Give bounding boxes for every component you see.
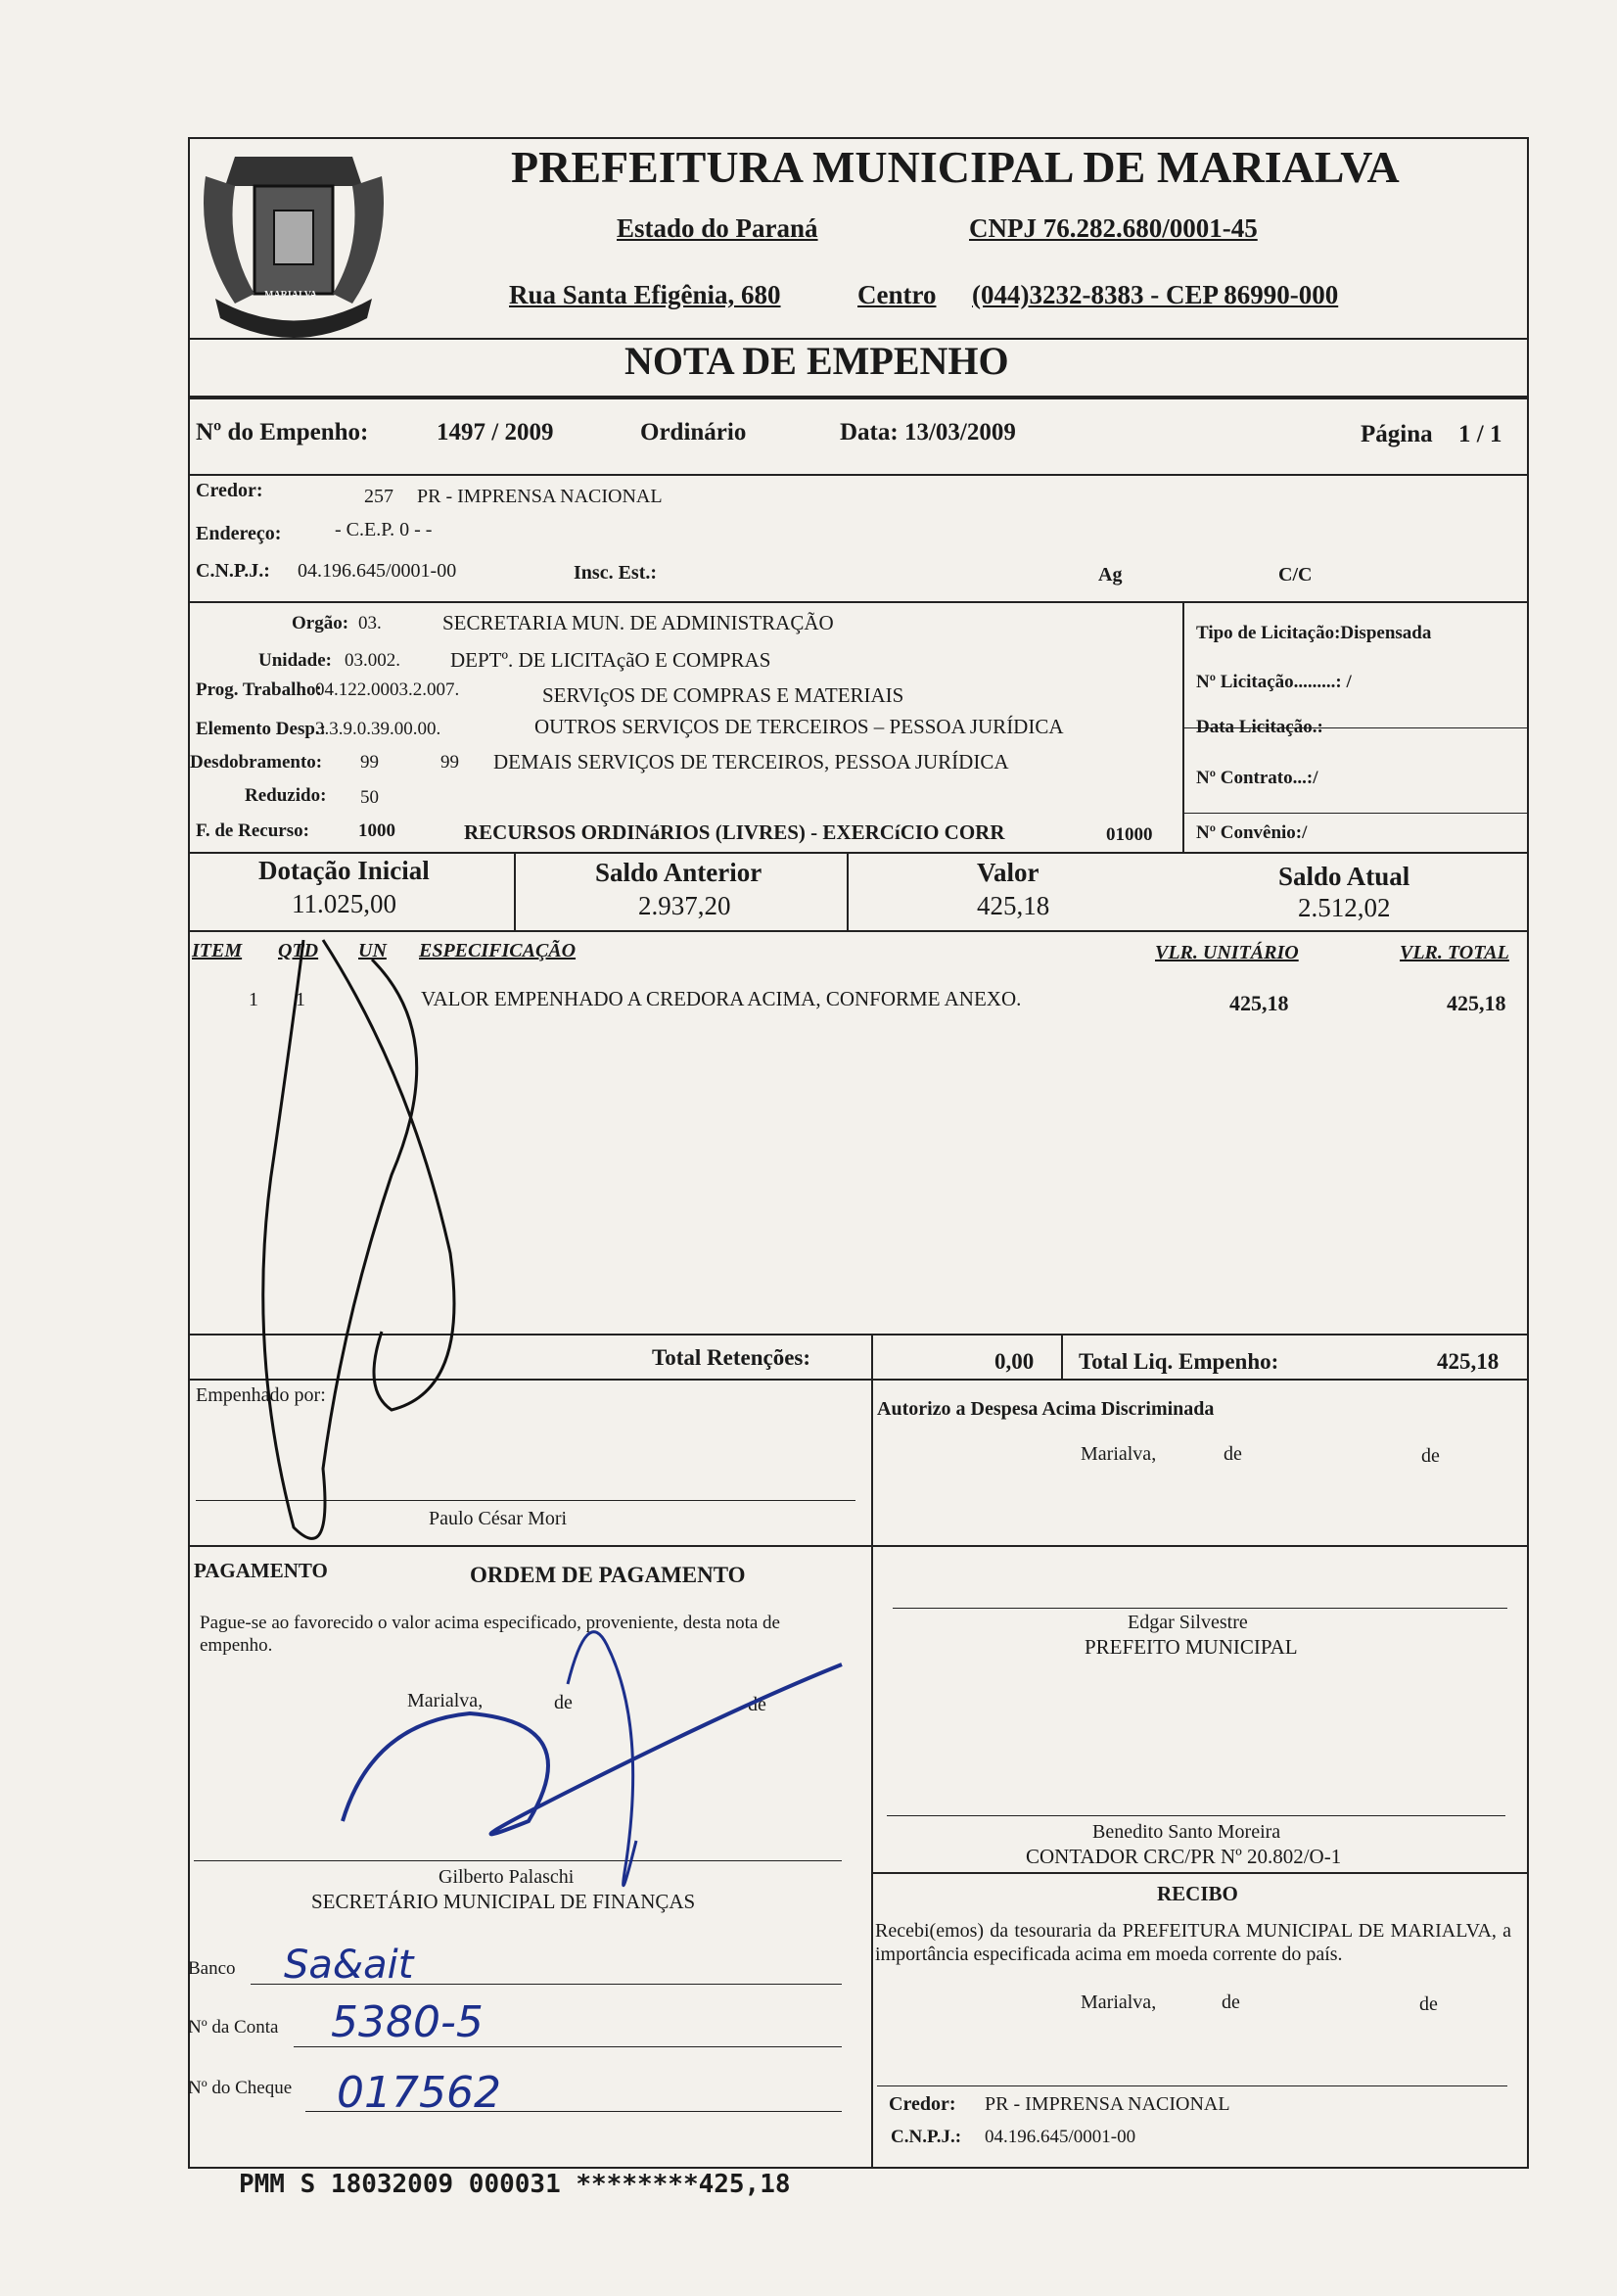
state-name: Estado do Paraná: [617, 213, 818, 243]
prog-name: SERVIçOS DE COMPRAS E MATERIAIS: [542, 683, 904, 707]
recurso-name: RECURSOS ORDINáRIOS (LIVRES) - EXERCíCIO CORR: [464, 820, 1005, 844]
numero-licitacao: Nº Licitação.........: /: [1196, 672, 1352, 692]
unidade-name: DEPTº. DE LICITAçãO E COMPRAS: [450, 648, 771, 672]
item-qtd: 1: [296, 989, 305, 1010]
col-unit: VLR. UNITÁRIO: [1155, 942, 1299, 963]
address-label: Endereço:: [196, 523, 282, 544]
pagamento-text: Pague-se ao favorecido o valor acima especificado, proveniente, desta nota de empenho.: [200, 1613, 780, 1656]
recurso-label: F. de Recurso:: [196, 820, 309, 841]
desdobramento-name: DEMAIS SERVIÇOS DE TERCEIROS, PESSOA JURÍDICA: [493, 750, 1009, 773]
item-number: 1: [249, 989, 258, 1010]
pagamento-city: Marialva,: [407, 1690, 484, 1711]
header-cnpj: CNPJ 76.282.680/0001-45: [969, 213, 1258, 243]
orgao-label: Orgão:: [292, 613, 349, 633]
valor-label: Valor: [977, 858, 1040, 887]
autoriza-de-2: de: [1421, 1445, 1440, 1467]
desdobramento-code-1: 99: [360, 752, 379, 773]
autoriza-label: Autorizo a Despesa Acima Discriminada: [877, 1398, 1215, 1420]
recibo-credor-label: Credor:: [889, 2093, 956, 2115]
credor-address: - C.E.P. 0 - -: [335, 519, 433, 540]
orgao-name: SECRETARIA MUN. DE ADMINISTRAÇÃO: [442, 611, 834, 634]
banco-label: Banco: [188, 1958, 236, 1979]
recibo-text: Recebi(emos) da tesouraria da PREFEITURA MUNICIPAL DE MARIALVA, a importância especificada acima em moeda corrente do país.: [875, 1920, 1511, 1965]
recibo-cnpj-label: C.N.P.J.:: [891, 2127, 962, 2147]
valor-value: 425,18: [977, 891, 1050, 920]
credor-name: PR - IMPRENSA NACIONAL: [417, 486, 663, 507]
pagamento-de-2: de: [748, 1694, 766, 1715]
pagamento-de-1: de: [554, 1692, 573, 1713]
prefeito-name: Edgar Silvestre: [1128, 1612, 1248, 1633]
page-label: Página: [1361, 421, 1433, 447]
desdobramento-label: Desdobramento:: [190, 752, 323, 773]
municipality-title: PREFEITURA MUNICIPAL DE MARIALVA: [511, 142, 1400, 192]
elemento-code: 3.3.9.0.39.00.00.: [315, 719, 441, 739]
total-liquido-label: Total Liq. Empenho:: [1079, 1349, 1279, 1374]
credor-label: Credor:: [196, 480, 263, 501]
unidade-code: 03.002.: [345, 650, 400, 671]
recibo-city: Marialva,: [1081, 1991, 1157, 2013]
ordem-pagamento-title: ORDEM DE PAGAMENTO: [470, 1563, 746, 1587]
ag-label: Ag: [1098, 564, 1123, 586]
tipo-licitacao: Tipo de Licitação:Dispensada: [1196, 623, 1432, 643]
pagamento-label: PAGAMENTO: [194, 1559, 328, 1582]
saldo-anterior-value: 2.937,20: [638, 891, 731, 920]
prog-code: 04.122.0003.2.007.: [315, 679, 460, 700]
conta-handwritten: 5380-5: [331, 1997, 484, 2047]
col-total: VLR. TOTAL: [1400, 942, 1509, 963]
empenho-label: Nº do Empenho:: [196, 419, 369, 445]
numero-convenio: Nº Convênio:/: [1196, 822, 1308, 843]
total-retencoes-value: 0,00: [994, 1349, 1035, 1374]
recurso-code-2: 01000: [1106, 824, 1153, 845]
cnpj-label: C.N.P.J.:: [196, 560, 270, 582]
empenho-date: Data: 13/03/2009: [840, 419, 1016, 445]
credor-code: 257: [364, 486, 393, 507]
conta-label: Nº da Conta: [188, 2017, 279, 2038]
dotacao-value: 11.025,00: [292, 889, 396, 918]
page-number: 1 / 1: [1458, 421, 1502, 447]
recibo-cnpj: 04.196.645/0001-00: [985, 2127, 1136, 2147]
data-licitacao: Data Licitação.:: [1196, 717, 1323, 737]
empenhado-label: Empenhado por:: [196, 1384, 326, 1406]
saldo-anterior-label: Saldo Anterior: [595, 858, 762, 887]
cheque-handwritten: 017562: [337, 2068, 501, 2118]
total-liquido-value: 425,18: [1437, 1349, 1500, 1374]
logo-ribbon-text: MARIALVA: [264, 290, 317, 301]
dotacao-label: Dotação Inicial: [258, 856, 430, 885]
cc-label: C/C: [1278, 564, 1313, 586]
prefeito-role: PREFEITO MUNICIPAL: [1085, 1635, 1298, 1659]
cheque-label: Nº do Cheque: [188, 2078, 293, 2098]
district: Centro: [857, 280, 937, 309]
unidade-label: Unidade:: [258, 650, 332, 671]
contador-role: CONTADOR CRC/PR Nº 20.802/O-1: [1026, 1845, 1342, 1868]
col-un: UN: [358, 940, 387, 961]
numero-contrato: Nº Contrato...:/: [1196, 768, 1318, 788]
reduzido-code: 50: [360, 787, 379, 808]
col-spec: ESPECIFICAÇÃO: [419, 940, 577, 961]
desdobramento-code-2: 99: [440, 752, 459, 773]
recibo-title: RECIBO: [1157, 1882, 1238, 1905]
col-qtd: QTD: [278, 940, 319, 961]
insc-est-label: Insc. Est.:: [574, 562, 658, 584]
saldo-atual-label: Saldo Atual: [1278, 862, 1410, 891]
orgao-code: 03.: [358, 613, 382, 633]
recibo-de-2: de: [1419, 1993, 1438, 2015]
empenho-type: Ordinário: [640, 419, 747, 445]
item-spec: VALOR EMPENHADO A CREDORA ACIMA, CONFORME ANEXO.: [421, 987, 1022, 1010]
item-unit-value: 425,18: [1229, 991, 1289, 1015]
recurso-code: 1000: [358, 820, 395, 841]
empenho-number: 1497 / 2009: [437, 419, 554, 445]
secretario-role: SECRETÁRIO MUNICIPAL DE FINANÇAS: [311, 1890, 696, 1913]
item-total-value: 425,18: [1447, 991, 1506, 1015]
elemento-label: Elemento Desp.:: [196, 719, 326, 739]
empenhado-name: Paulo César Mori: [429, 1508, 568, 1529]
elemento-name: OUTROS SERVIÇOS DE TERCEIROS – PESSOA JURÍDICA: [534, 715, 1064, 738]
total-retencoes-label: Total Retenções:: [652, 1345, 811, 1370]
footer-stamp: PMM S 18032009 000031 ********425,18: [239, 2170, 791, 2199]
contador-name: Benedito Santo Moreira: [1092, 1821, 1281, 1843]
reduzido-label: Reduzido:: [245, 785, 327, 806]
phone-cep: (044)3232-8383 - CEP 86990-000: [972, 280, 1339, 309]
autoriza-city: Marialva,: [1081, 1443, 1157, 1465]
prog-label: Prog. Trabalho:: [196, 679, 322, 700]
autoriza-de-1: de: [1224, 1443, 1242, 1465]
banco-handwritten: Sa&ait: [284, 1943, 414, 1988]
recibo-credor-name: PR - IMPRENSA NACIONAL: [985, 2093, 1230, 2115]
col-item: ITEM: [192, 940, 243, 961]
street-address: Rua Santa Efigênia, 680: [509, 280, 781, 309]
credor-cnpj: 04.196.645/0001-00: [298, 560, 457, 582]
document-title: NOTA DE EMPENHO: [624, 339, 1009, 383]
recibo-de-1: de: [1222, 1991, 1240, 2013]
saldo-atual-value: 2.512,02: [1298, 893, 1391, 922]
secretario-name: Gilberto Palaschi: [439, 1866, 575, 1888]
